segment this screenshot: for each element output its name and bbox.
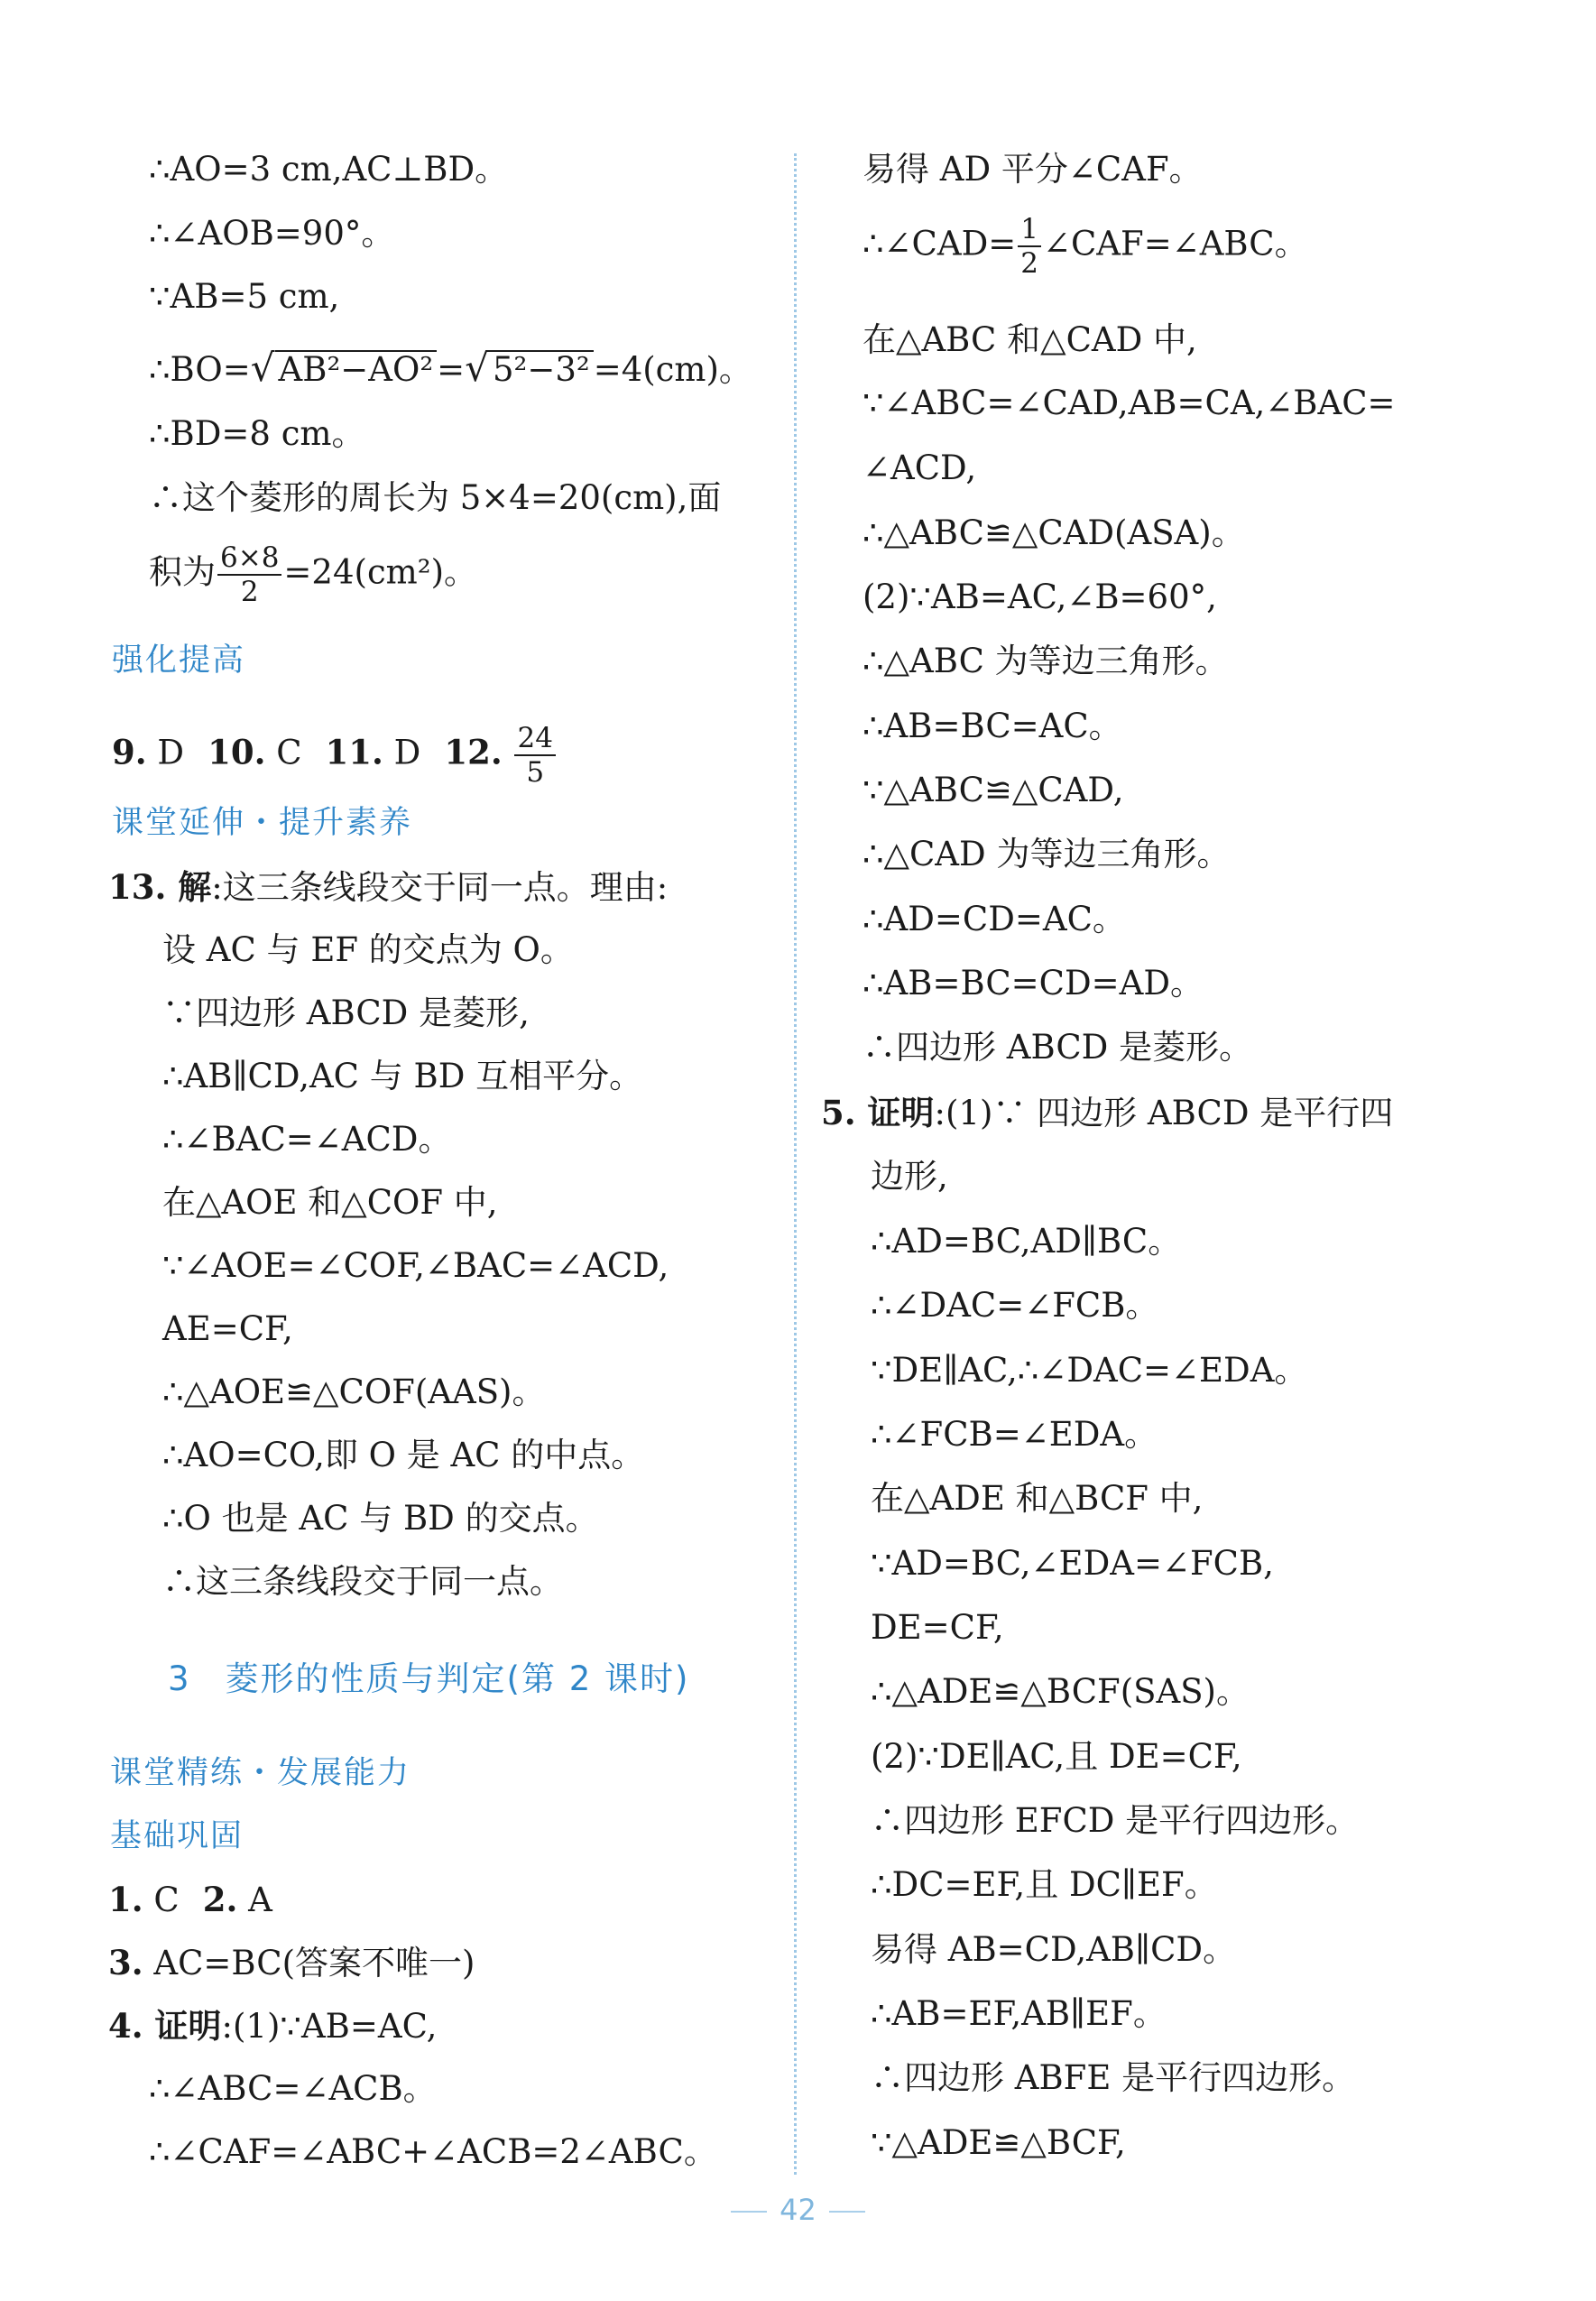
- text-line: ∴四边形 ABFE 是平行四边形。: [871, 2058, 1356, 2097]
- lesson-title: [168, 1659, 689, 1700]
- question-line: [108, 2005, 437, 2047]
- answer: A: [237, 1881, 272, 1919]
- numerator: 1: [1018, 213, 1041, 247]
- numerator: 24: [514, 722, 555, 756]
- text-line: ∴DC=EF,且 DC∥EF。: [871, 1865, 1218, 1904]
- radicand: 5²−3²: [489, 350, 594, 388]
- text-line: ∵△ADE≌△BCF,: [871, 2123, 1126, 2162]
- answer-number: 3.: [108, 1943, 143, 1982]
- text-line: ∴O 也是 AC 与 BD 的交点。: [162, 1499, 599, 1538]
- answer: D: [383, 733, 421, 772]
- text-line: AE=CF,: [162, 1309, 293, 1348]
- proof-keyword: 证明: [855, 1093, 935, 1132]
- text-line: ∴△ADE≌△BCF(SAS)。: [871, 1672, 1250, 1711]
- answer: C: [265, 733, 302, 772]
- text-line: ∴△CAD 为等边三角形。: [863, 835, 1231, 873]
- section-heading: 课堂延伸・提升素养: [112, 805, 413, 841]
- section-heading: 强化提高: [112, 642, 246, 679]
- fraction-line: [149, 541, 477, 608]
- question-line: [821, 1092, 1393, 1134]
- text: =24(cm²)。: [283, 552, 478, 592]
- dash-decoration: [731, 2211, 767, 2213]
- text-line: ∴AB=BC=CD=AD。: [863, 964, 1204, 1003]
- text-line: ∴∠AOB=90°。: [149, 214, 395, 253]
- dash-decoration: [829, 2211, 865, 2213]
- text: :(1)∵ 四边形 ABCD 是平行四: [934, 1094, 1394, 1132]
- answer-number: 1.: [108, 1880, 143, 1919]
- page-number-text: 42: [780, 2193, 816, 2227]
- text-line: ∴∠FCB=∠EDA。: [871, 1415, 1158, 1454]
- text: :这三条线段交于同一点。理由:: [211, 868, 669, 907]
- text-line: 在△ABC 和△CAD 中,: [863, 320, 1197, 359]
- question-line: [108, 866, 668, 909]
- answer: D: [146, 733, 185, 772]
- text-line: ∴△ABC 为等边三角形。: [863, 642, 1229, 680]
- denominator: 5: [526, 756, 545, 789]
- text: =4(cm)。: [593, 350, 752, 389]
- text-line: 易得 AD 平分∠CAF。: [863, 150, 1203, 189]
- lesson-number: 3: [168, 1659, 191, 1698]
- answer-number: 9.: [112, 732, 147, 772]
- text-line: 在△AOE 和△COF 中,: [162, 1183, 498, 1222]
- sqrt-sign: √: [250, 346, 275, 390]
- answer-number: 10.: [208, 732, 266, 772]
- text-line: ∠ACD,: [863, 448, 977, 487]
- numerator: 6×8: [217, 541, 281, 576]
- text-line: 设 AC 与 EF 的交点为 O。: [162, 930, 574, 969]
- section-heading: 课堂精练・发展能力: [110, 1755, 411, 1791]
- sqrt-equation-line: [149, 347, 752, 391]
- text-line: ∵△ABC≌△CAD,: [863, 771, 1124, 809]
- column-divider: [794, 153, 797, 2175]
- solution-keyword: 解: [166, 867, 212, 907]
- text: =: [437, 350, 466, 389]
- text-line: ∴AB=EF,AB∥EF。: [871, 1994, 1167, 2033]
- text-line: 在△ADE 和△BCF 中,: [871, 1479, 1204, 1518]
- text-line: ∴∠ABC=∠ACB。: [149, 2069, 437, 2108]
- text-line: ∵AD=BC,∠EDA=∠FCB,: [871, 1544, 1274, 1583]
- answer-number: 11.: [325, 732, 383, 772]
- fraction: [1018, 213, 1041, 280]
- text-line: ∴△AOE≌△COF(AAS)。: [162, 1372, 546, 1411]
- question-number: 4.: [108, 2006, 143, 2046]
- text-line: ∴AB=BC=AC。: [863, 707, 1122, 745]
- text-line: 边形,: [871, 1157, 948, 1196]
- fraction-line: [863, 213, 1308, 280]
- text-line: ∵∠ABC=∠CAD,AB=CA,∠BAC=: [863, 384, 1396, 422]
- text-line: ∴这个菱形的周长为 5×4=20(cm),面: [149, 478, 722, 517]
- text-line: (2)∵DE∥AC,且 DE=CF,: [871, 1737, 1242, 1776]
- answer-number: 12.: [444, 732, 503, 772]
- denominator: 2: [1020, 247, 1038, 280]
- question-number: 5.: [821, 1093, 856, 1132]
- answers-line: [108, 1879, 272, 1921]
- sqrt-sign: √: [465, 346, 489, 390]
- answer: C: [143, 1881, 180, 1919]
- text-line: ∴BD=8 cm。: [149, 414, 365, 453]
- section-heading: 基础巩固: [110, 1818, 244, 1854]
- text-line: DE=CF,: [871, 1608, 1004, 1647]
- question-number: 13.: [108, 867, 167, 907]
- text-line: ∴AO=3 cm,AC⊥BD。: [149, 150, 509, 189]
- answers-line: [112, 722, 558, 789]
- text-line: ∴∠BAC=∠ACD。: [162, 1120, 452, 1159]
- text-line: ∴四边形 ABCD 是菱形。: [863, 1028, 1253, 1067]
- text-line: ∵四边形 ABCD 是菱形,: [162, 993, 530, 1032]
- text-line: ∴四边形 EFCD 是平行四边形。: [871, 1801, 1360, 1840]
- text: :(1)∵AB=AC,: [221, 2007, 438, 2046]
- proof-keyword: 证明: [143, 2006, 222, 2046]
- answer: AC=BC(答案不唯一): [143, 1944, 475, 1982]
- text-line: ∴AB∥CD,AC 与 BD 互相平分。: [162, 1057, 643, 1095]
- text-line: ∵AB=5 cm,: [149, 277, 340, 316]
- text-line: 易得 AB=CD,AB∥CD。: [871, 1930, 1237, 1969]
- text-line: (2)∵AB=AC,∠B=60°,: [863, 578, 1217, 616]
- answers-line: [108, 1942, 475, 1984]
- answer-number: 2.: [202, 1880, 238, 1919]
- denominator: 2: [240, 576, 259, 608]
- text: ∴∠CAD=: [863, 224, 1017, 263]
- text-line: ∴这三条线段交于同一点。: [162, 1562, 563, 1601]
- text-line: ∴∠CAF=∠ABC+∠ACB=2∠ABC。: [149, 2132, 717, 2171]
- page-number: [0, 2193, 1596, 2227]
- text: ∠CAF=∠ABC。: [1042, 224, 1308, 263]
- fraction: [217, 541, 281, 608]
- text-line: ∴△ABC≌△CAD(ASA)。: [863, 513, 1245, 552]
- text-line: ∵DE∥AC,∴∠DAC=∠EDA。: [871, 1351, 1308, 1390]
- text: 积为: [149, 552, 216, 592]
- fraction: [514, 722, 555, 789]
- lesson-title-text: 菱形的性质与判定(第 2 课时): [225, 1659, 690, 1698]
- text-line: ∴AD=CD=AC。: [863, 900, 1126, 938]
- radicand: AB²−AO²: [275, 350, 438, 388]
- text-line: ∴AO=CO,即 O 是 AC 的中点。: [162, 1436, 645, 1474]
- text-line: ∵∠AOE=∠COF,∠BAC=∠ACD,: [162, 1246, 669, 1285]
- text-line: ∴AD=BC,AD∥BC。: [871, 1222, 1182, 1261]
- text-line: ∴∠DAC=∠FCB。: [871, 1286, 1159, 1325]
- text: ∴BO=: [149, 350, 251, 389]
